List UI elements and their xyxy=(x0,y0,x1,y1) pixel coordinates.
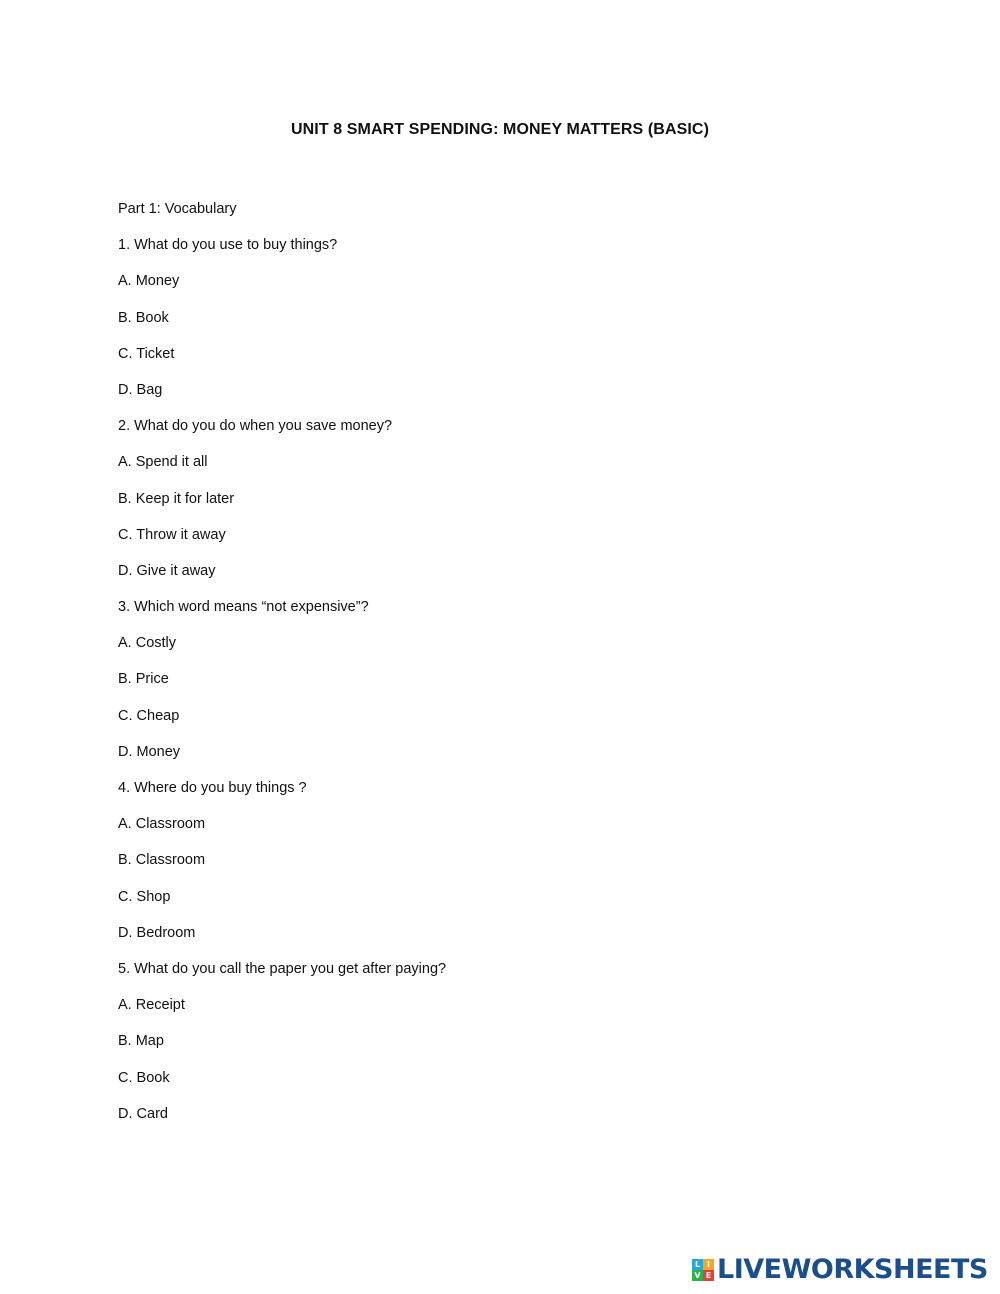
logo-mark-letter-e: E xyxy=(703,1270,714,1281)
question-1-option-c: C. Ticket xyxy=(118,345,175,362)
question-3-option-c: C. Cheap xyxy=(118,707,180,724)
question-5-option-d: D. Card xyxy=(118,1105,168,1122)
logo-mark-letter-l: L xyxy=(692,1259,703,1270)
question-1-option-d: D. Bag xyxy=(118,381,163,398)
logo-mark-icon xyxy=(692,1259,714,1281)
question-4-option-a: A. Classroom xyxy=(118,816,206,833)
question-3-option-a: A. Costly xyxy=(118,635,177,652)
question-1-option-b: B. Book xyxy=(118,309,169,326)
question-2: 2. What do you do when you save money? xyxy=(118,418,393,435)
question-4-option-c: C. Shop xyxy=(118,888,171,905)
logo-mark-letter-i: I xyxy=(703,1259,714,1270)
question-3-option-b: B. Price xyxy=(118,671,169,688)
question-2-option-b: B. Keep it for later xyxy=(118,490,235,507)
worksheet-content xyxy=(118,199,878,1140)
question-4-option-b: B. Classroom xyxy=(118,852,206,869)
question-5-option-c: C. Book xyxy=(118,1069,170,1086)
question-3: 3. Which word means “not expensive”? xyxy=(118,599,369,616)
question-5-option-b: B. Map xyxy=(118,1033,164,1050)
question-5: 5. What do you call the paper you get after paying? xyxy=(118,960,447,977)
logo-text: LIVEWORKSHEETS xyxy=(717,1254,988,1285)
question-5-option-a: A. Receipt xyxy=(118,997,185,1014)
question-2-option-c: C. Throw it away xyxy=(118,526,226,543)
question-1-option-a: A. Money xyxy=(118,273,180,290)
liveworksheets-logo xyxy=(692,1254,988,1286)
logo-mark-letter-v: V xyxy=(692,1270,703,1281)
question-2-option-d: D. Give it away xyxy=(118,562,216,579)
question-4-option-d: D. Bedroom xyxy=(118,924,196,941)
question-1: 1. What do you use to buy things? xyxy=(118,237,338,254)
page-title: UNIT 8 SMART SPENDING: MONEY MATTERS (BASIC) xyxy=(290,121,710,138)
section-heading: Part 1: Vocabulary xyxy=(118,201,237,217)
question-4: 4. Where do you buy things ? xyxy=(118,780,307,796)
question-2-option-a: A. Spend it all xyxy=(118,454,208,471)
question-3-option-d: D. Money xyxy=(118,743,181,760)
